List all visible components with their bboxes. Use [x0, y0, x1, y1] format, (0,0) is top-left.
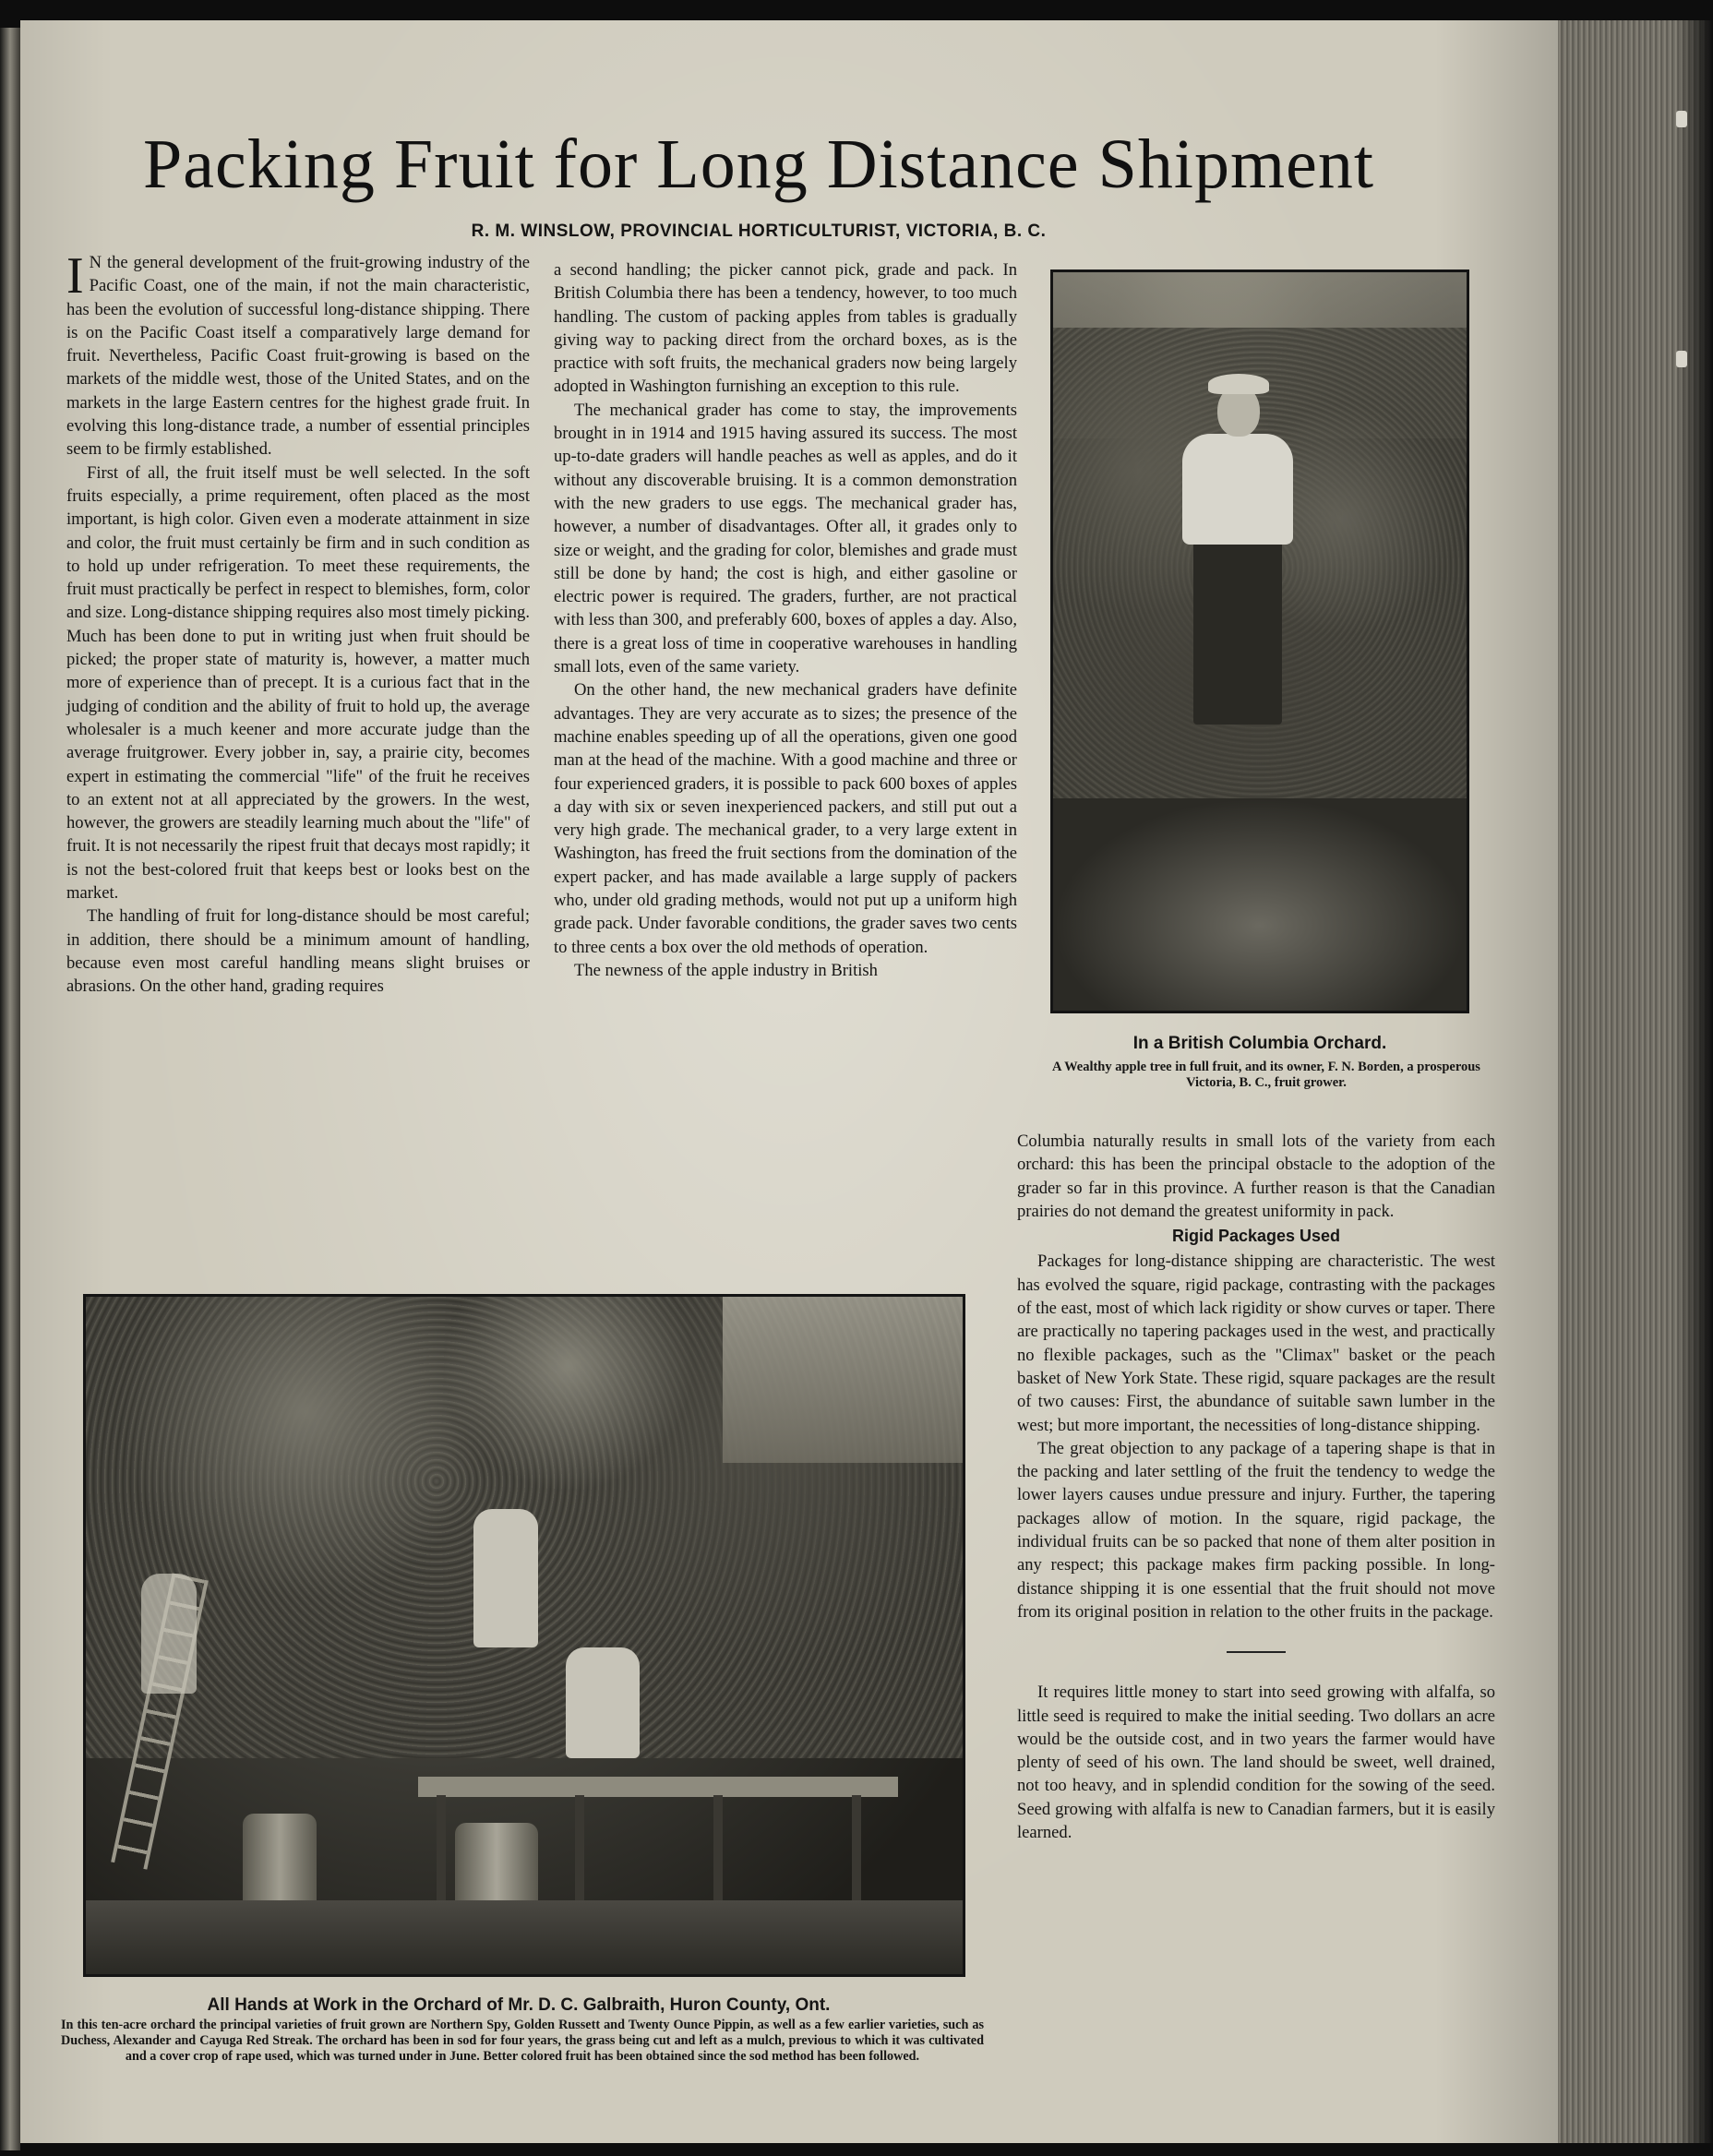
- column-1: [66, 247, 530, 1266]
- photo-worker: [566, 1647, 640, 1758]
- photo-figure-legs: [1193, 540, 1282, 725]
- article-byline: R. M. WINSLOW, PROVINCIAL HORTICULTURIST, VICTORIA, B. C.: [471, 222, 1047, 241]
- paragraph: The mechanical grader has come to stay, the improvements brought in in 1914 and 1915 having assured its success. The most up-to-date graders will handle peaches as well as apples, and do it without any discoverable bruising. It is a common demonstration with the new graders to use eggs. The mechanical grader has, however, a number of disadvantages. Ofter all, it grades only to size or weight, and the grading for color, blemishes and grade must still be done by hand; the cost is high, and either gasoline or electric power is required. The graders, further, are not practical with less than 300, and preferably 600, boxes of apples a day. Also, there is a great loss of time in cooperative warehouses in handling small lots, even of the same variety.: [554, 400, 1017, 677]
- paragraph: The handling of fruit for long-distance should be most careful; in addition, there should be a minimum amount of handling, because even most careful handling means slight bruises or abrasions. On the other hand, grading requires: [66, 906, 530, 997]
- paragraph: First of all, the fruit itself must be well selected. In the soft fruits especially, a prime requirement, often placed as the most important, is high color. Given even a moderate attainment in size and color, the fruit must certainly be firm and in such condition as to hold up under refrigeration. To meet these requirements, the fruit must practically be perfect in respect to blemishes, form, color and size. Long-distance shipping requires also most timely picking. Much has been done to put in writing just when fruit should be picked; the proper state of maturity is, however, a matter much more of experience than of precept. It is a curious fact that in the judging of condition and the ability of fruit to hold up, the average wholesaler is a much keener and more accurate judge than the average fruitgrower. Every jobber in, say, a prairie city, becomes expert in estimating the commercial "life" of the fruit he receives to an extent not at all appreciated by the growers. In the west, however, the growers are steadily learning much about the "life" of fruit. It is not necessarily the ripest fruit that decays most rapidly; it is not the best-colored fruit that keeps best or looks best on the market.: [66, 462, 530, 904]
- photo-worker: [473, 1509, 538, 1647]
- orchard-workers-photo: [83, 1294, 965, 1977]
- paragraph: It requires little money to start into seed growing with alfalfa, so little seed is required to make the initial seeding. Two dollars an acre would be the outside cost, and in two years the farmer would have plenty of seed of his own. The land should be sweet, well drained, not too heavy, and in splendid condition for the sowing of the seed. Seed growing with alfalfa is new to Canadian farmers, but it is easily learned.: [1017, 1683, 1495, 1843]
- column-2: [554, 258, 1017, 1276]
- page-tab-marker: [1676, 351, 1687, 367]
- photo-packing-table: [418, 1777, 898, 1797]
- photo-ground: [1053, 798, 1467, 1011]
- photo2-caption-text: In this ten-acre orchard the principal varieties of fruit grown are Northern Spy, Golden Russett and Twenty Ounce Pippin, as well as a few earlier varieties, such as Duchess, Alexander and Cayuga Red Streak. The orchard has been in sod for four years, the grass being cut and left as a mulch, previous to which it was cultivated and a cover crop of rape used, which was turned under in June. Better colored fruit has been obtained since the sod method has been followed.: [61, 2018, 984, 2064]
- column-3: [1017, 1130, 1495, 1844]
- paragraph: a second handling; the picker cannot pick, grade and pack. In British Columbia there has been a tendency, however, to too much handling. The custom of packing apples from tables is gradually giving way to packing direct from the orchard boxes, as is the practice with soft fruits, the mechanical graders now being largely adopted in Washington furnishing an exception to this rule.: [554, 260, 1017, 397]
- paragraph: The newness of the apple industry in British: [574, 960, 878, 980]
- photo1-caption-text: A Wealthy apple tree in full fruit, and its owner, F. N. Borden, a prosperous Victoria, B. C., fruit grower.: [1052, 1060, 1480, 1090]
- photo-figure-hat: [1208, 374, 1269, 394]
- paragraph-text: N the general development of the fruit-growing industry of the Pacific Coast, one of the main, if not the main characteristic, has been the evolution of successful long-distance shipping. There is on the Pacific Coast itself a comparatively large demand for fruit. Nevertheless, Pacific Coast fruit-growing is based on the markets of the middle west, those of the United States, and on the markets in the large Eastern centres for the highest grade fruit. In evolving this long-distance trade, a number of essential principles seem to be firmly established.: [66, 253, 530, 460]
- photo-sky: [723, 1297, 963, 1463]
- page: [20, 20, 1558, 2143]
- section-heading: Rigid Packages Used: [1171, 1227, 1341, 1246]
- photo-worker: [141, 1574, 197, 1694]
- paragraph: Columbia naturally results in small lots of the variety from each orchard: this has been the principal obstacle to the adoption of the grader so far in this province. A further reason is that the Canadian prairies do not demand the greatest uniformity in pack.: [1017, 1132, 1495, 1221]
- section-divider: [1227, 1651, 1286, 1653]
- paragraph: The great objection to any package of a tapering shape is that in the packing and later settling of the fruit the tendency to wedge the lower layers causes undue pressure and injury. Further, the tapering packages allow of motion. In the square, rigid package, the individual fruits can be so packed that none of them alter position in any respect; this package makes firm packing possible. In long-distance shipping it is one essential that the fruit should not move from its original position in relation to the other fruits in the package.: [1017, 1438, 1495, 1622]
- article-title: Packing Fruit for Long Distance Shipment: [143, 126, 1374, 203]
- page-tab-marker: [1676, 111, 1687, 127]
- photo-ground: [86, 1900, 963, 1974]
- book-page-edges: [1558, 20, 1713, 2143]
- orchard-owner-photo: [1050, 270, 1469, 1013]
- paragraph: Packages for long-distance shipping are characteristic. The west has evolved the square, rigid package, contrasting with the packages of the east, most of which lack rigidity or show curves or taper. There are practically no tapering packages used in the west, and practically no flexible packages, such as the "Climax" basket or the peach basket of New York State. These rigid, square packages are the result of two causes: First, the abundance of suitable sawn lumber in the west; but more important, the necessities of long-distance shipping.: [1017, 1252, 1495, 1435]
- paragraph: On the other hand, the new mechanical graders have definite advantages. They are very accurate as to sizes; the presence of the machine enables speeding up of all the operations, given one good man at the head of the machine. With a good machine and three or four experienced graders, it is possible to pack 600 boxes of apples a day with six or seven inexperienced packers, and still put out a very high grade. The mechanical grader, to a very large extent in Washington, has freed the fruit sections from the domination of the expert packer, and has made available a large supply of packers who, under old grading methods, would not put up a uniform high grade pack. Under favorable conditions, the grader saves two cents to three cents a box over the old methods of operation.: [554, 680, 1017, 957]
- photo1-caption-title: In a British Columbia Orchard.: [1132, 1034, 1387, 1053]
- facing-page-edge: [0, 28, 20, 2150]
- photo-figure-shirt: [1182, 434, 1293, 545]
- photo2-caption-title: All Hands at Work in the Orchard of Mr. D. C. Galbraith, Huron County, Ont.: [207, 1995, 831, 2015]
- paragraph: [66, 247, 530, 461]
- drop-cap: I: [66, 247, 84, 305]
